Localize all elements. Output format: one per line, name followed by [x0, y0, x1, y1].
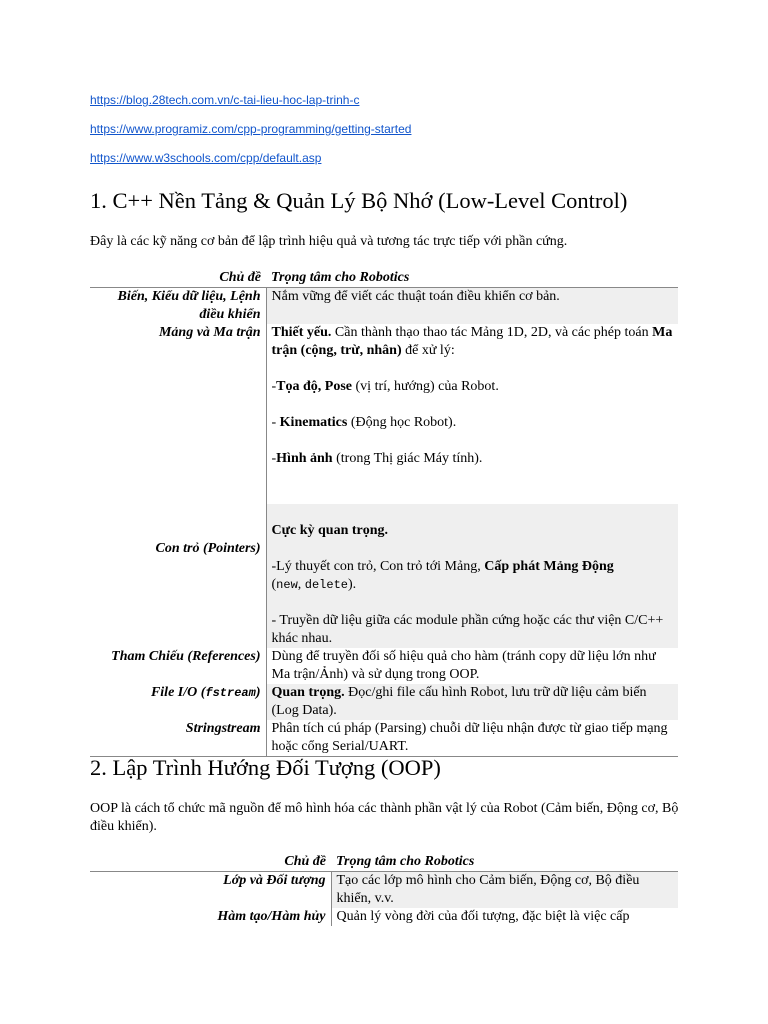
section2-intro: OOP là cách tổ chức mã nguồn để mô hình hóa các thành phần vật lý của Robot (Cảm biến, Động cơ, Bộ điều khiển). — [90, 801, 679, 834]
row-focus — [266, 324, 678, 504]
table-row — [90, 684, 678, 720]
reference-link-programiz[interactable]: https://www.programiz.com/cpp-programming/getting-started — [90, 122, 412, 136]
table-row — [90, 908, 678, 926]
table-row — [90, 324, 678, 504]
table-row — [90, 504, 678, 648]
row-focus: Quản lý vòng đời của đối tượng, đặc biệt là việc cấp — [331, 908, 678, 926]
row-topic: Tham Chiếu (References) — [111, 649, 261, 664]
focus-paragraph: -Hình ảnh (trong Thị giác Máy tính). — [271, 451, 483, 466]
focus-paragraph: -Tọa độ, Pose (vị trí, hướng) của Robot. — [271, 379, 499, 394]
row-topic: Stringstream — [185, 721, 261, 736]
focus-paragraph: -Lý thuyết con trỏ, Con trỏ tới Mảng, Cấp phát Mảng Động (new, delete). — [271, 559, 614, 592]
row-topic: Mảng và Ma trận — [158, 325, 261, 340]
table-header-row — [90, 269, 678, 288]
focus-paragraph: Thiết yếu. Cần thành thạo thao tác Mảng 1D, 2D, và các phép toán Ma trận (cộng, trừ, nhân) để xử lý: — [271, 325, 673, 358]
row-focus: Dùng để truyền đối số hiệu quả cho hàm (tránh copy dữ liệu lớn như Ma trận/Ảnh) và sử dụng trong OOP. — [266, 648, 678, 684]
section1-table — [90, 269, 678, 757]
reference-link-w3schools[interactable]: https://www.w3schools.com/cpp/default.asp — [90, 151, 322, 165]
row-topic: Con trỏ (Pointers) — [155, 541, 261, 556]
header-topic: Chủ đề — [219, 270, 261, 285]
table-row — [90, 288, 678, 325]
table-row — [90, 872, 678, 909]
section2-heading: 2. Lập Trình Hướng Đối Tượng (OOP) — [90, 755, 441, 780]
row-focus: Quan trọng. Đọc/ghi file cấu hình Robot, lưu trữ dữ liệu cảm biến (Log Data). — [266, 684, 678, 720]
header-topic: Chủ đề — [284, 854, 326, 869]
focus-paragraph: - Kinematics (Động học Robot). — [271, 415, 457, 430]
header-focus: Trọng tâm cho Robotics — [271, 270, 410, 285]
section2-table — [90, 853, 678, 926]
table-row — [90, 720, 678, 757]
section1-intro: Đây là các kỹ năng cơ bản để lập trình hiệu quả và tương tác trực tiếp với phần cứng. — [90, 234, 568, 249]
row-focus: Phân tích cú pháp (Parsing) chuỗi dữ liệu nhận được từ giao tiếp mạng hoặc cổng Serial/UART. — [266, 720, 678, 757]
table-row — [90, 648, 678, 684]
row-focus — [266, 504, 678, 648]
row-focus: Nắm vững để viết các thuật toán điều khiển cơ bản. — [266, 288, 678, 325]
row-focus: Tạo các lớp mô hình cho Cảm biến, Động cơ, Bộ điều khiển, v.v. — [331, 872, 678, 909]
row-topic: File I/O (fstream) — [150, 685, 261, 700]
section1-heading: 1. C++ Nền Tảng & Quản Lý Bộ Nhớ (Low-Level Control) — [90, 188, 628, 213]
row-topic: Biến, Kiểu dữ liệu, Lệnh điều khiển — [117, 289, 261, 322]
focus-paragraph: - Truyền dữ liệu giữa các module phần cứng hoặc các thư viện C/C++ khác nhau. — [271, 613, 664, 646]
row-topic: Hàm tạo/Hàm hủy — [217, 909, 326, 924]
focus-paragraph: Cực kỳ quan trọng. — [271, 523, 389, 538]
table-header-row — [90, 853, 678, 872]
row-topic: Lớp và Đối tượng — [223, 873, 326, 888]
reference-link-28tech[interactable]: https://blog.28tech.com.vn/c-tai-lieu-hoc-lap-trinh-c — [90, 93, 360, 107]
header-focus: Trọng tâm cho Robotics — [336, 854, 475, 869]
